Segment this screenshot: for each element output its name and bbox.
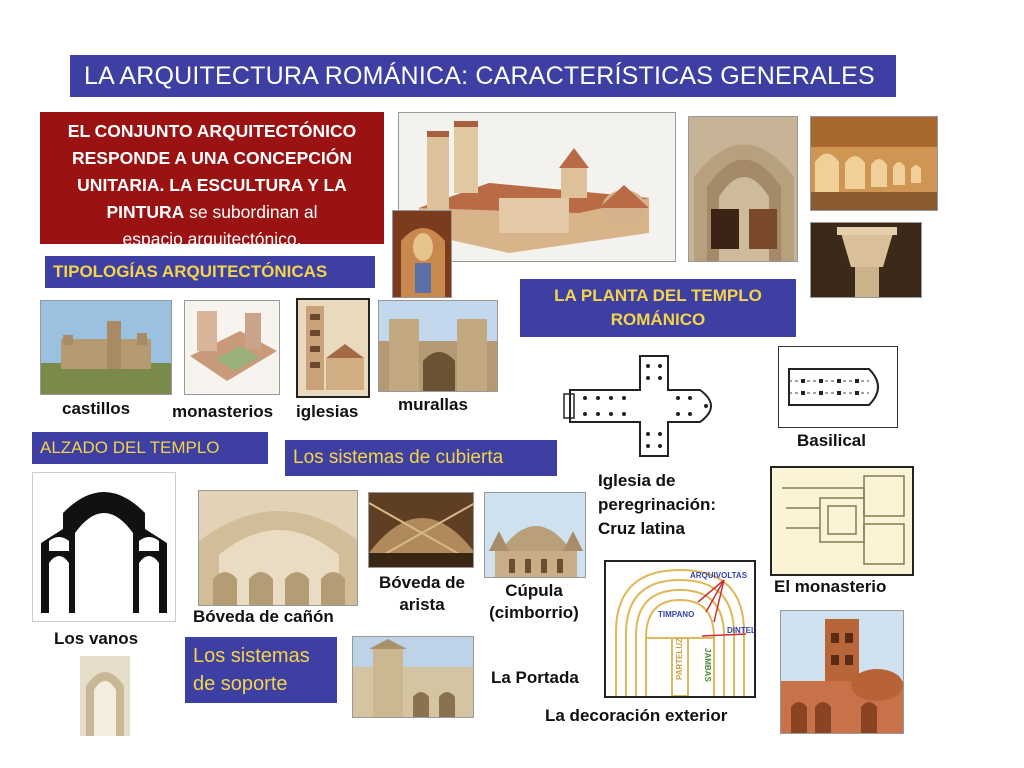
groin-line: arista (399, 595, 445, 614)
basilical-plan (778, 346, 898, 428)
barrel-vault-image (198, 490, 358, 606)
dome-caption (478, 580, 590, 624)
typology-caption-monasteries: monasterios (172, 402, 274, 421)
openings-caption: Los vanos (54, 629, 139, 648)
typology-caption-castles: castillos (62, 399, 131, 418)
typology-caption-churches: iglesias (296, 402, 359, 421)
portal-label-timpano: TIMPANO (658, 610, 695, 619)
typologies-heading: TIPOLOGÍAS ARQUITECTÓNICAS (45, 256, 375, 288)
intro-line (40, 199, 384, 226)
intro-line: EL CONJUNTO ARQUITECTÓNICO (67, 121, 357, 141)
pilgrimage-line: peregrinación: (598, 495, 717, 514)
pilgrimage-line: Cruz latina (598, 519, 685, 538)
portal-photo (688, 116, 798, 262)
intro-bold: PINTURA (106, 202, 185, 222)
intro-box (40, 112, 384, 249)
fresco-image (392, 210, 452, 298)
walls-image (378, 300, 498, 392)
monastery-image (184, 300, 280, 395)
window-image (80, 656, 130, 736)
barrel-vault-caption: Bóveda de cañón (193, 607, 334, 626)
portal-label-dintel: DINTEL (727, 626, 756, 635)
portal-label-parteluz: PARTELUZ (675, 637, 684, 680)
portal-label-arquivoltas: ARQUIVOLTAS (690, 571, 748, 580)
support-line: de soporte (193, 673, 288, 695)
groin-vault-image (368, 492, 474, 568)
castle-image (40, 300, 172, 395)
plan-heading-line: LA PLANTA DEL TEMPLO (554, 286, 762, 305)
dome-line: Cúpula (505, 581, 563, 600)
latin-cross-plan (560, 350, 730, 462)
intro-line: RESPONDE A UNA CONCEPCIÓN (71, 148, 353, 168)
support-line: Los sistemas (193, 645, 310, 667)
monastery-plan-caption: El monasterio (774, 577, 887, 596)
exterior-caption: La decoración exterior (545, 706, 728, 725)
groin-line: Bóveda de (379, 573, 465, 592)
pilgrimage-line: Iglesia de (598, 471, 676, 490)
portal-label-jambas: JAMBAS (703, 648, 712, 682)
intro-rest: se subordinan al (184, 202, 318, 222)
capital-photo (810, 222, 922, 298)
groin-vault-caption (370, 572, 474, 616)
page-title: LA ARQUITECTURA ROMÁNICA: CARACTERÍSTICAS GENERALES (70, 55, 896, 97)
dome-line: (cimborrio) (489, 603, 579, 622)
intro-line: espacio arquitectónico. (122, 229, 302, 249)
support-heading (185, 637, 337, 703)
basilical-caption: Basilical (797, 431, 866, 450)
plan-heading-line: ROMÁNICO (610, 310, 706, 329)
pilgrimage-caption (598, 469, 716, 541)
brick-church-image (780, 610, 904, 734)
typology-caption-walls: murallas (398, 395, 468, 414)
elevation-heading: ALZADO DEL TEMPLO (32, 432, 268, 464)
plan-heading (520, 279, 796, 337)
dome-image (484, 492, 586, 578)
intro-line: UNITARIA. LA ESCULTURA Y LA (77, 175, 347, 195)
church-image (296, 298, 370, 398)
monastery-plan (770, 466, 914, 576)
support-image (352, 636, 474, 718)
elevation-drawing (32, 472, 176, 622)
portal-caption: La Portada (491, 668, 579, 687)
roofing-heading: Los sistemas de cubierta (285, 440, 557, 476)
cloister-photo (810, 116, 938, 211)
